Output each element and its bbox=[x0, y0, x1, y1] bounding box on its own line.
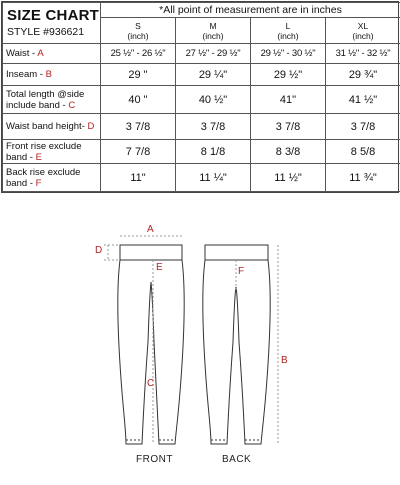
label-e: E bbox=[156, 262, 163, 273]
chart-header bbox=[3, 3, 101, 44]
table-cell: 7 7/8 bbox=[101, 140, 176, 164]
row-label: Waist band height- D bbox=[3, 114, 101, 140]
front-caption: FRONT bbox=[136, 454, 173, 465]
table-cell: 40 " bbox=[101, 86, 176, 114]
style-number: STYLE #936621 bbox=[7, 26, 100, 39]
size-chart-table bbox=[1, 1, 399, 193]
row-label: Waist - A bbox=[3, 44, 101, 64]
table-cell: 3 7/8 bbox=[326, 114, 400, 140]
table-cell: 8 1/8 bbox=[176, 140, 251, 164]
size-header-xl: XL (inch) bbox=[326, 18, 400, 44]
row-label: Total length @side include band - C bbox=[3, 86, 101, 114]
table-row-back-rise bbox=[3, 164, 400, 192]
label-a: A bbox=[147, 224, 154, 235]
table-row-front-rise bbox=[3, 140, 400, 164]
table-cell: 31 ½" - 32 ½" bbox=[326, 44, 400, 64]
table-cell: 11" bbox=[101, 164, 176, 192]
measurement-note: *All point of measurement are in inches bbox=[101, 3, 400, 18]
table-cell: 27 ½" - 29 ½" bbox=[176, 44, 251, 64]
table-cell: 41 ½" bbox=[326, 86, 400, 114]
table-cell: 29 ¼" bbox=[176, 64, 251, 86]
table-cell: 25 ½" - 26 ½" bbox=[101, 44, 176, 64]
label-b: B bbox=[281, 355, 288, 366]
label-f: F bbox=[238, 266, 244, 277]
table-cell: 29 ½" bbox=[251, 64, 326, 86]
front-leggings-outline bbox=[118, 245, 184, 444]
table-cell: 3 7/8 bbox=[176, 114, 251, 140]
table-cell: 8 3/8 bbox=[251, 140, 326, 164]
size-header-s: S (inch) bbox=[101, 18, 176, 44]
row-label: Inseam - B bbox=[3, 64, 101, 86]
table-cell: 29 " bbox=[101, 64, 176, 86]
size-header-m: M (inch) bbox=[176, 18, 251, 44]
table-row-waist bbox=[3, 44, 400, 64]
row-label: Front rise exclude band - E bbox=[3, 140, 101, 164]
back-caption: BACK bbox=[222, 454, 251, 465]
table-cell: 8 5/8 bbox=[326, 140, 400, 164]
leggings-measurement-diagram bbox=[0, 232, 400, 480]
table-cell: 11 ¾" bbox=[326, 164, 400, 192]
chart-title: SIZE CHART bbox=[7, 7, 100, 24]
back-leggings-outline bbox=[203, 245, 270, 444]
leggings-drawing bbox=[0, 232, 400, 480]
label-c: C bbox=[147, 378, 154, 389]
table-cell: 11 ½" bbox=[251, 164, 326, 192]
table-cell: 11 ¼" bbox=[176, 164, 251, 192]
measurement-guides bbox=[104, 236, 278, 444]
table-row-inseam bbox=[3, 64, 400, 86]
table-cell: 29 ½" - 30 ½" bbox=[251, 44, 326, 64]
label-d: D bbox=[95, 245, 102, 256]
row-label: Back rise exclude band - F bbox=[3, 164, 101, 192]
table-cell: 40 ½" bbox=[176, 86, 251, 114]
size-header-l: L (inch) bbox=[251, 18, 326, 44]
table-cell: 29 ¾" bbox=[326, 64, 400, 86]
table-cell: 3 7/8 bbox=[251, 114, 326, 140]
table-row-total-length bbox=[3, 86, 400, 114]
table-row-waistband-height bbox=[3, 114, 400, 140]
table-cell: 41" bbox=[251, 86, 326, 114]
table-cell: 3 7/8 bbox=[101, 114, 176, 140]
